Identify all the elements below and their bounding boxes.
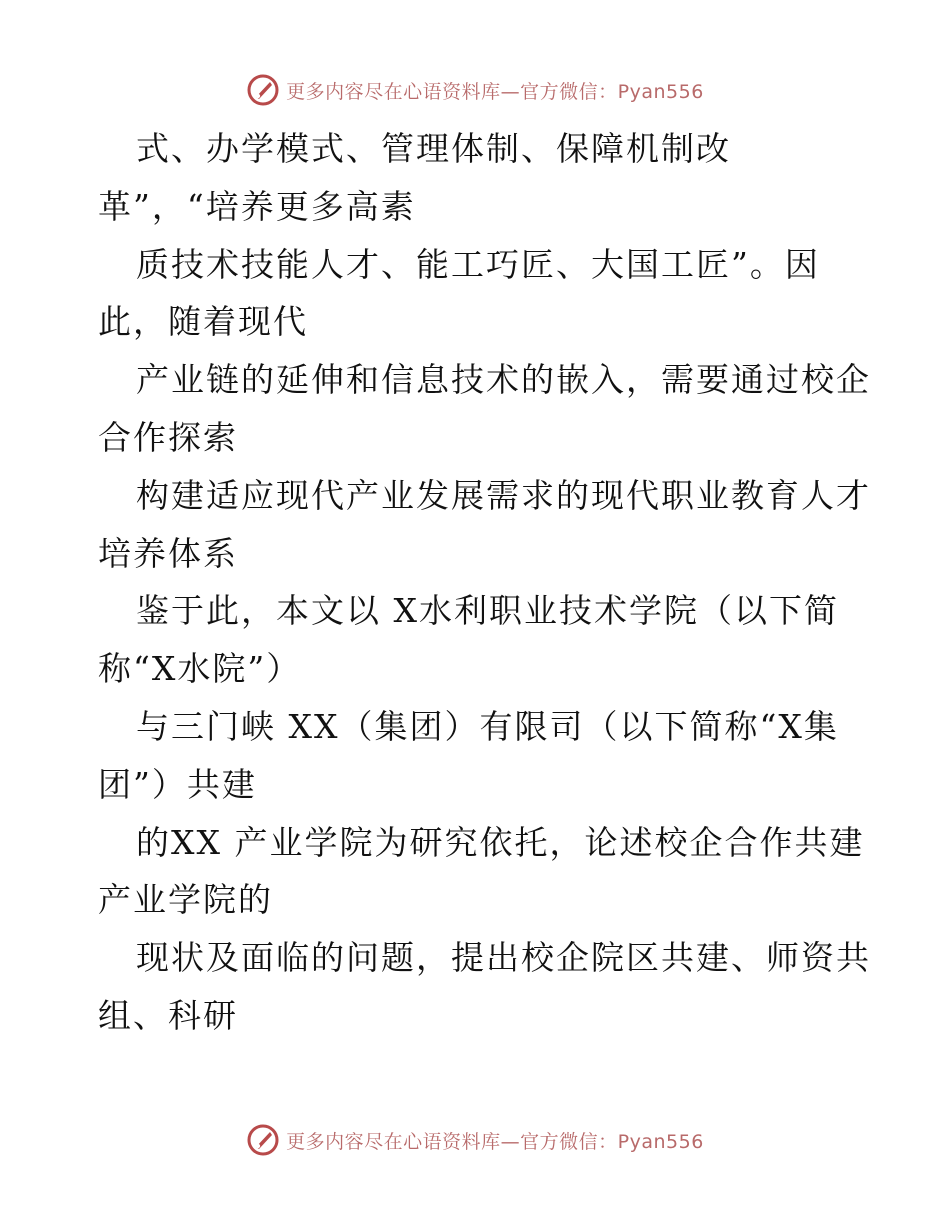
body-line-16: 组、科研 xyxy=(98,995,238,1035)
body-line-15: 现状及面临的问题，提出校企院区共建、师资共 xyxy=(136,938,871,978)
body-line-2: 革”，“培养更多高素 xyxy=(98,186,416,226)
body-line-8: 培养体系 xyxy=(98,533,238,573)
body-line-1: 式、办学模式、管理体制、保障机制改 xyxy=(136,129,731,168)
body-line-5: 产业链的延伸和信息技术的嵌入，需要通过校企 xyxy=(136,360,871,400)
quill-seal-icon xyxy=(246,1123,280,1157)
header-watermark-banner xyxy=(0,70,950,110)
body-line-7: 构建适应现代产业发展需求的现代职业教育人才 xyxy=(136,475,871,515)
body-line-11: 与三门峡 XX（集团）有限司（以下简称“X集 xyxy=(136,706,839,746)
body-line-13: 的XX 产业学院为研究依托，论述校企合作共建 xyxy=(136,822,865,862)
body-line-6: 合作探索 xyxy=(98,417,238,457)
document-body xyxy=(98,120,871,1045)
body-line-9: 鉴于此，本文以 X水利职业技术学院（以下简 xyxy=(136,591,839,631)
body-line-3: 质技术技能人才、能工巧匠、大国工匠”。因 xyxy=(136,244,820,284)
body-line-14: 产业学院的 xyxy=(98,880,273,920)
header-watermark-text: 更多内容尽在心语资料库—官方微信：Pyan556 xyxy=(286,80,704,103)
footer-watermark-banner xyxy=(0,1120,950,1160)
footer-watermark-text: 更多内容尽在心语资料库—官方微信：Pyan556 xyxy=(286,1130,704,1153)
body-line-4: 此，随着现代 xyxy=(98,302,308,342)
body-line-10: 称“X水院”） xyxy=(98,649,302,689)
body-line-12: 团”）共建 xyxy=(98,764,257,804)
quill-seal-icon xyxy=(246,73,280,107)
